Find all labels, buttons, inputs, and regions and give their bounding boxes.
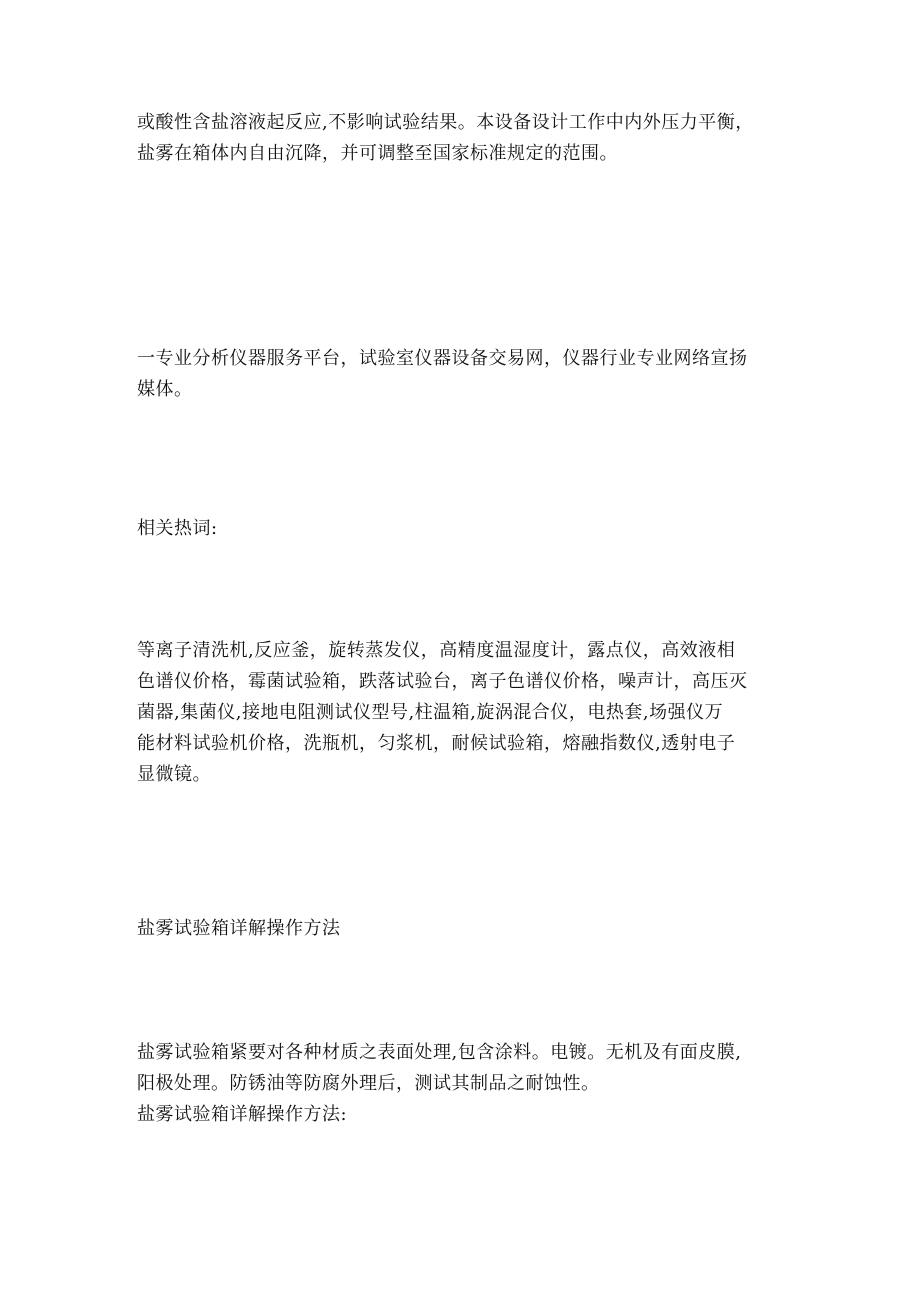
text-line: 一专业分析仪器服务平台，试验室仪器设备交易网，仪器行业专业网络宣扬 (137, 348, 748, 369)
related-keywords-label: 相关热词: (137, 518, 218, 539)
section-heading: 盐雾试验箱详解操作方法 (137, 918, 341, 939)
text-line: 阳极处理。防锈油等防腐外理后，测试其制品之耐蚀性。 (137, 1073, 600, 1094)
text-line: 能材料试验机价格，洗瓶机，匀浆机，耐候试验箱，熔融指数仪,透射电子 (137, 733, 736, 754)
text-line: 菌器,集菌仪,接地电阻测试仪型号,柱温箱,旋涡混合仪，电热套,场强仪万 (137, 702, 724, 723)
text-line: 色谱仪价格，霉菌试验箱，跌落试验台，离子色谱仪价格，噪声计，高压灭 (137, 671, 748, 692)
paragraph-platform-intro (137, 343, 797, 405)
text-line: 盐雾在箱体内自由沉降，并可调整至国家标准规定的范围。 (137, 143, 618, 164)
text-line: 媒体。 (137, 379, 193, 400)
paragraph-salt-spray-description (137, 107, 797, 169)
text-line: 盐雾试验箱详解操作方法: (137, 1104, 348, 1125)
text-line: 盐雾试验箱紧要对各种材质之表面处理,包含涂料。电镀。无机及有面皮膜, (137, 1042, 742, 1063)
paragraph-operation-intro (137, 1037, 797, 1130)
paragraph-keywords (137, 635, 797, 790)
text-line: 或酸性含盐溶液起反应,不影响试验结果。本设备设计工作中内外压力平衡， (137, 112, 754, 133)
text-line: 等离子清洗机,反应釜，旋转蒸发仪，高精度温湿度计，露点仪，高效液相 (137, 640, 736, 661)
text-line: 显微镜。 (137, 764, 211, 785)
